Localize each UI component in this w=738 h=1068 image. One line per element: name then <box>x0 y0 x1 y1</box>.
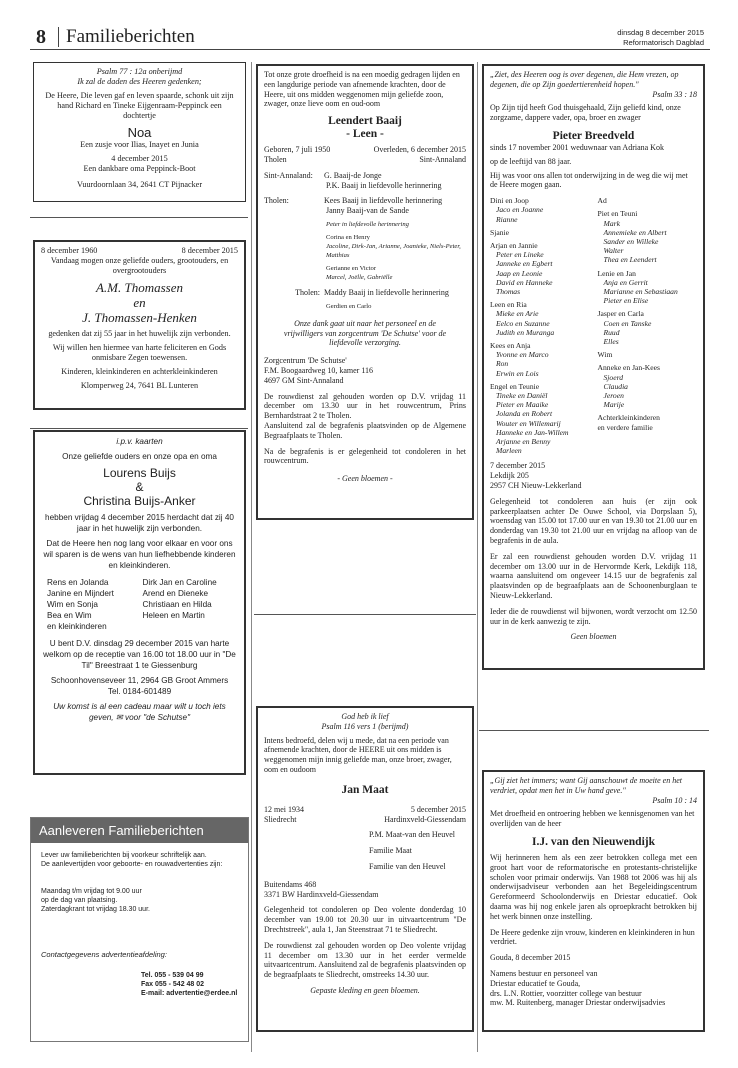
address-line: 4697 GM Sint-Annaland <box>264 375 344 385</box>
death-date: 5 december 2015 <box>410 804 466 814</box>
family-member: Arjanne en Benny <box>496 437 551 447</box>
submission-title: Aanleveren Familieberichten <box>31 818 248 843</box>
separator <box>479 730 709 731</box>
announcement-intro: Onze geliefde ouders en onze opa en oma <box>62 452 217 461</box>
family-member: Hanneke en Jan-Willem <box>496 427 569 437</box>
family-column-right <box>590 196 698 455</box>
family-member: G. Baaij-de Jonge <box>324 170 382 180</box>
family-member: Yvonne en Marco <box>496 350 549 360</box>
deceased-name: Jan Maat <box>341 783 389 796</box>
family-member: P.K. Baaij in liefdevolle herinnering <box>326 180 442 190</box>
condolence-info: Na de begrafenis is er gelegenheid tot condoleren in het rouwcentrum. <box>264 446 466 466</box>
family-member: Peter en Lineke <box>496 250 544 260</box>
address: Vuurdoornlaan 34, 2641 CT Pijnacker <box>76 180 203 189</box>
contact-phone: Tel. 055 - 539 04 99 <box>141 972 204 979</box>
deceased-name: I.J. van den Nieuwendijk <box>531 835 655 848</box>
condolence-info: Gelegenheid tot condoleren op Deo volente donderdag 10 december van 19.00 tot 20.30 uur in uitvaartcentrum "De Drechtstreek", aula 1, Jan Steenstraat 71 te Sliedrecht. <box>264 905 466 934</box>
family-place: Sint-Annaland: <box>264 170 313 180</box>
deadline: op de dag van plaatsing. <box>41 897 118 904</box>
family-member: Annemieke en Albert <box>603 227 667 237</box>
death-place: Hardinxveld-Giessendam <box>384 814 466 824</box>
birth-date: 4 december 2015 <box>111 154 168 163</box>
bible-verse: „Gij ziet het immers; want Gij aanschouwt de moeite en het verdriet, opdat men het in Uw hand geve." <box>490 776 682 795</box>
obituary-intro: Op Zijn tijd heeft God thuisgehaald, Zijn geliefd kind, onze zorgzame, dappere vader, opa, broer en zwager <box>490 103 681 123</box>
deceased-name: Leendert Baaij <box>328 115 402 128</box>
phone: Tel. 0184-601489 <box>107 687 172 696</box>
separator <box>254 614 476 615</box>
obituary-intro: Met droefheid en ontroering hebben we kennisgenomen van het overlijden van de heer <box>490 809 695 829</box>
family-member: Jaap en Leonie <box>496 268 543 278</box>
family-member: Thea en Leendert <box>603 255 657 265</box>
death-place: Sint-Annaland <box>419 154 466 164</box>
family-member: Janny Baaij-van de Sande <box>326 206 409 216</box>
family-member: Christiaan en Hilda <box>142 600 212 609</box>
separator <box>30 217 248 218</box>
death-date: Overleden, 6 december 2015 <box>373 145 466 155</box>
family-member: Tineke en Daniël <box>496 391 548 401</box>
family-place: Tholen: <box>264 196 289 206</box>
no-flowers-note: Geen bloemen <box>570 632 617 642</box>
wish-text: Wij willen hen hiermee van harte feliciteren en Gods onmisbare Zegen toewensen. <box>52 343 227 362</box>
family-member: Judith en Muranga <box>496 327 555 337</box>
family-signature: Kinderen, kleinkinderen en achterkleinkinderen <box>61 367 218 376</box>
family-member: Ad <box>597 196 607 206</box>
submission-text: Lever uw familieberichten bij voorkeur schriftelijk aan. <box>41 852 207 859</box>
signature-line: Driestar educatief te Gouda, <box>490 978 581 988</box>
family-member: Marianne en Sebastiaan <box>603 287 678 296</box>
family-member: en verdere familie <box>597 422 653 432</box>
bible-verse: „Ziet, des Heeren oog is over degenen, die Hem vrezen, op degenen, die op Zijn goedertierenheid hopen." <box>490 70 679 89</box>
family-member: Gerianne en Victor <box>326 264 377 272</box>
attendance-note: Ieder die de rouwdienst wil bijwonen, wordt verzocht om 12.50 uur in de kerk aanwezig te zijn. <box>490 606 697 626</box>
obituary-baaij <box>256 64 474 520</box>
submission-text: De aanlevertijden voor geboorte- en rouwadvertenties zijn: <box>41 861 223 868</box>
anniversary-buijs <box>33 430 246 775</box>
deadline: Maandag t/m vrijdag tot 9.00 uur <box>41 888 142 895</box>
family-member: Anneke en Jan-Kees <box>597 363 660 373</box>
birth-announcement-noa <box>33 62 246 202</box>
header-date: dinsdag 8 december 2015 <box>617 28 704 37</box>
family-member: Dirk Jan en Caroline <box>142 578 217 587</box>
widower-note: sinds 17 november 2001 weduwnaar van Adriana Kok <box>490 142 664 152</box>
deadline: Zaterdagkrant tot vrijdag 18.30 uur. <box>41 906 150 913</box>
family-member: Jaco en Joanne <box>496 205 544 215</box>
wish-text: Dat de Heere hen nog lang voor elkaar en voor ons wil sparen is de wens van hun liefhebbende kinderen en kleinkinderen. <box>43 539 236 570</box>
address-line: Buitendams 468 <box>264 879 317 889</box>
family-member: Bea en Wim <box>47 611 92 620</box>
page-header <box>30 24 710 50</box>
family-member: P.M. Maat-van den Heuvel <box>369 830 455 840</box>
card-note: i.p.v. kaarten <box>116 437 163 446</box>
couple-amp: & <box>135 480 144 494</box>
anniversary-thomassen <box>33 240 246 410</box>
tribute-wish: De Heere gedenke zijn vrouw, kinderen en kleinkinderen in hun verdriet. <box>490 927 695 947</box>
address-line: 2957 CH Nieuw-Lekkerland <box>490 481 582 491</box>
reception-info: U bent D.V. dinsdag 29 december 2015 van harte welkom op de receptie van 16.00 tot 18.00 uur in "De Til" Breestraat 1 te Giessenburg <box>43 639 236 670</box>
family-member: Mieke en Arie <box>496 309 539 319</box>
family-member: Ruud <box>603 327 620 337</box>
signature-line: drs. L.N. Rottier, voorzitter college van bestuur <box>490 988 642 998</box>
family-member: Sjanie <box>490 227 509 237</box>
address: Klomperweg 24, 7641 BL Lunteren <box>80 381 199 390</box>
burial-info: Aansluitend zal de begrafenis plaatsvinden op de Algemene Begraafplaats te Tholen. <box>264 420 466 440</box>
family-member: Wouter en Willemarij <box>496 418 561 428</box>
family-member: Jeroen <box>603 391 624 401</box>
siblings: Een zusje voor Ilias, Inayet en Junia <box>80 140 199 149</box>
thanks-note: Onze dank gaat uit naar het personeel en de vrijwilligers van zorgcentrum 'De Schutse' voor de liefdevolle verzorging. <box>283 318 447 348</box>
death-date: 7 december 2015 <box>490 461 546 471</box>
family-member: Rens en Jolanda <box>47 578 109 587</box>
couple-and: en <box>133 295 146 310</box>
bible-verse-ref: Psalm 33 : 18 <box>652 89 697 99</box>
family-member: Gerdien en Carlo <box>326 302 372 310</box>
header-publisher: Reformatorisch Dagblad <box>623 38 704 47</box>
date-row <box>41 246 238 256</box>
service-info: De rouwdienst zal gehouden worden op D.V. vrijdag 11 december om 13.30 uur in het rouwcentrum, Prins Bernhardstraat 2 te Tholen. <box>264 391 466 421</box>
condolence-info: Gelegenheid tot condoleren aan huis (er zijn ook parkeerplaatsen achter De Ouwe School, via Dorpslaan 5), woensdag van 15.00 tot 17.00 uur en van 19.30 tot 21.00 uur en donderdag van 19.30 tot 21.00 uur en vrijdag na afloop van de begrafenis in de aula. <box>490 496 697 546</box>
column-divider <box>477 62 478 1052</box>
birth-date: Geboren, 7 juli 1950 <box>264 145 331 155</box>
family-member: Kees Baaij in liefdevolle herinnering <box>324 196 443 206</box>
address-line: Lekdijk 205 <box>490 471 529 481</box>
section-title: Familieberichten <box>66 26 195 47</box>
family-member: Achterkleinkinderen <box>597 413 660 423</box>
contact-heading: Contactgegevens advertentieafdeling: <box>41 950 167 959</box>
age-note: op de leeftijd van 88 jaar. <box>490 156 572 166</box>
service-info: De rouwdienst zal gehouden worden op Deo volente vrijdag 11 december om 13.30 uur in het eerder vermelde uitvaartcentrum. Aansluitend zal de begrafenis plaatsvinden op de begraafplaats te Sliedrecht, omstreeks 14.30 uur. <box>264 940 466 980</box>
address-line: F.M. Boogaardweg 10, kamer 116 <box>264 365 374 375</box>
family-member: Wim <box>597 350 613 360</box>
dress-code-note: Gepaste kleding en geen bloemen. <box>310 985 420 995</box>
family-member: Wim en Sonja <box>47 600 98 609</box>
grandmother: Een dankbare oma Peppinck-Boot <box>83 164 196 173</box>
tribute-text: Wij herinneren hem als een zeer betrokken collega met een groot hart voor de reformatorische en protestants-christelijke scholen voor primair onderwijs. Van 1988 tot 2006 was hij als onderwijsadviseur verbonden aan het Begeleidingscentrum Gereformeerd Schoolonderwijs en Driestar educatief. Ook daarna was hij nog enkele jaren als oproepkracht betrokken bij het werk binnen onze instelling. <box>490 852 697 921</box>
anniversary-text: gedenken dat zij 55 jaar in het huwelijk zijn verbonden. <box>48 329 231 338</box>
obituary-breedveld <box>482 64 705 670</box>
family-member: Marije <box>603 400 625 410</box>
family-member: Erwin en Lois <box>496 368 539 378</box>
family-member: Lenie en Jan <box>597 268 636 278</box>
family-member: Marleen <box>496 446 522 456</box>
family-member: David en Hanneke <box>496 277 553 287</box>
service-info: Er zal een rouwdienst gehouden worden D.V. vrijdag 11 december om 13.00 uur in de Hervormde Kerk, Lekdijk 118, waarna aansluitend om ongeveer 14.15 uur de begrafenis zal plaatsvinden op de begraafplaats aan de Schoonenburglaan te Nieuw-Lekkerland. <box>490 551 697 601</box>
family-member: Dini en Joop <box>490 196 529 206</box>
bible-verse: Ik zal de daden des Heeren gedenken; <box>77 77 202 86</box>
family-member: Coen en Tanske <box>603 318 652 328</box>
obituary-nieuwendijk <box>482 770 705 1032</box>
bible-verse-ref: Psalm 10 : 14 <box>652 795 697 805</box>
gift-note: Uw komst is al een cadeau maar wilt u toch iets geven, ✉ voor "de Schutse" <box>53 702 226 722</box>
family-member: Marcel, Joëlle, Gabriëlle <box>326 273 393 281</box>
obituary-intro: Tot onze grote droefheid is na een moedig gedragen lijden en een langdurige periode van afnemende krachten, door de Heere, uit ons midden weggenomen mijn geliefde zoon, zwager, onze lieve oom en oud-oom <box>264 70 460 109</box>
family-member: Sjoerd <box>603 372 624 382</box>
family-member: Thomas <box>496 287 521 296</box>
family-member: Elles <box>603 337 619 347</box>
wish-text: Hij was voor ons allen tot onderwijzing in de weg die wij met de Heere mogen gaan. <box>490 170 688 190</box>
submission-info <box>30 817 249 1042</box>
no-flowers-note: - Geen bloemen - <box>337 474 393 484</box>
date-end: 8 december 2015 <box>181 246 238 255</box>
announcement-intro: De Heere, Die leven gaf en leven spaarde, schonk uit zijn hand Richard en Tineke Eijgenraam-Peppinck een dochtertje <box>45 91 234 120</box>
birth-date: 12 mei 1934 <box>264 804 304 814</box>
family-member: Janine en Mijndert <box>47 589 114 598</box>
contact-email[interactable]: E-mail: advertentie@erdee.nl <box>141 990 238 997</box>
family-member: Pieter en Maaike <box>496 400 549 410</box>
family-member: Leen en Ria <box>490 300 527 310</box>
birth-place: Tholen <box>264 154 287 164</box>
bible-verse-ref: Psalm 77 : 12a onberijmd <box>96 67 183 76</box>
family-place: Tholen: <box>295 287 320 297</box>
page-number: 8 <box>36 26 46 48</box>
family-member: Engel en Teunie <box>490 381 540 391</box>
address-line: 3371 BW Hardinxveld-Giessendam <box>264 889 379 899</box>
obituary-maat <box>256 706 474 1032</box>
family-member: Rianne <box>496 214 518 224</box>
family-member: Maddy Baaij in liefdevolle herinnering <box>324 287 449 297</box>
family-member: Familie Maat <box>369 846 412 856</box>
place-date: Gouda, 8 december 2015 <box>490 953 571 963</box>
address-line: Zorgcentrum 'De Schutse' <box>264 356 347 366</box>
family-member: Jacoline, Dirk-Jan, Arianne, Joanieke, Niels-Peter, Matthias <box>326 242 461 259</box>
signature-line: Namens bestuur en personeel van <box>490 968 598 978</box>
family-list <box>490 196 697 455</box>
family-member: Kees en Anja <box>490 341 531 351</box>
family-member: en kleinkinderen <box>47 622 107 631</box>
obituary-intro: Intens bedroefd, delen wij u mede, dat na een periode van afnemende krachten, door de HEERE uit ons midden is weggenomen mijn innig geliefde man, onze broer, zwager, oom en oudoom <box>264 735 452 774</box>
family-member: Ron <box>496 359 509 369</box>
family-member: Corina en Henry <box>326 233 370 241</box>
address: Schoonhovenseveer 11, 2964 GB Groot Ammers <box>50 676 229 685</box>
family-member: Anja en Gerrit <box>603 277 648 287</box>
couple-name-2: Christina Buijs-Anker <box>83 494 196 508</box>
family-member: Walter <box>603 246 624 256</box>
contact-fax: Fax 055 - 542 48 02 <box>141 981 205 988</box>
family-member: Jasper en Carla <box>597 309 644 319</box>
family-list <box>41 577 238 632</box>
family-member: Claudia <box>603 381 628 391</box>
couple-name-2: J. Thomassen-Henken <box>82 310 197 325</box>
family-member: Eelco en Suzanne <box>496 318 550 328</box>
child-name: Noa <box>127 125 152 140</box>
header-divider <box>58 27 59 47</box>
family-member: Familie van den Heuvel <box>369 861 446 871</box>
family-member: Sander en Willeke <box>603 236 659 246</box>
family-member: Mark <box>603 218 620 228</box>
family-member: Arend en Dieneke <box>142 589 209 598</box>
bible-verse-ref: Psalm 116 vers 1 (berijmd) <box>321 721 409 731</box>
couple-name-1: A.M. Thomassen <box>95 280 184 295</box>
deceased-nickname: - Leen - <box>346 128 384 141</box>
signature-line: mw. M. Ruitenberg, manager Driestar onderwijsadvies <box>490 998 666 1008</box>
column-divider <box>251 62 252 1052</box>
family-member: Heleen en Martin <box>142 611 205 620</box>
family-member: Pieter en Elise <box>603 296 649 306</box>
separator <box>30 428 248 429</box>
family-member: Arjan en Jannie <box>490 240 538 250</box>
family-column-left <box>490 196 590 455</box>
deceased-name: Pieter Breedveld <box>552 129 635 142</box>
birth-place: Sliedrecht <box>264 814 297 824</box>
announcement-intro: Vandaag mogen onze geliefde ouders, grootouders, en overgrootouders <box>50 256 229 275</box>
family-member: Piet en Teuni <box>597 209 638 219</box>
bible-verse: God heb ik lief <box>341 712 389 721</box>
date-start: 8 december 1960 <box>41 246 98 255</box>
couple-name-1: Lourens Buijs <box>103 466 176 480</box>
family-member: Janneke en Egbert <box>496 259 553 269</box>
family-member: Jolanda en Robert <box>496 409 553 419</box>
anniversary-text: hebben vrijdag 4 december 2015 herdacht dat zij 40 jaar in het huwelijk zijn verbonden. <box>45 513 234 533</box>
family-member: Peter in liefdevolle herinnering <box>326 220 409 228</box>
